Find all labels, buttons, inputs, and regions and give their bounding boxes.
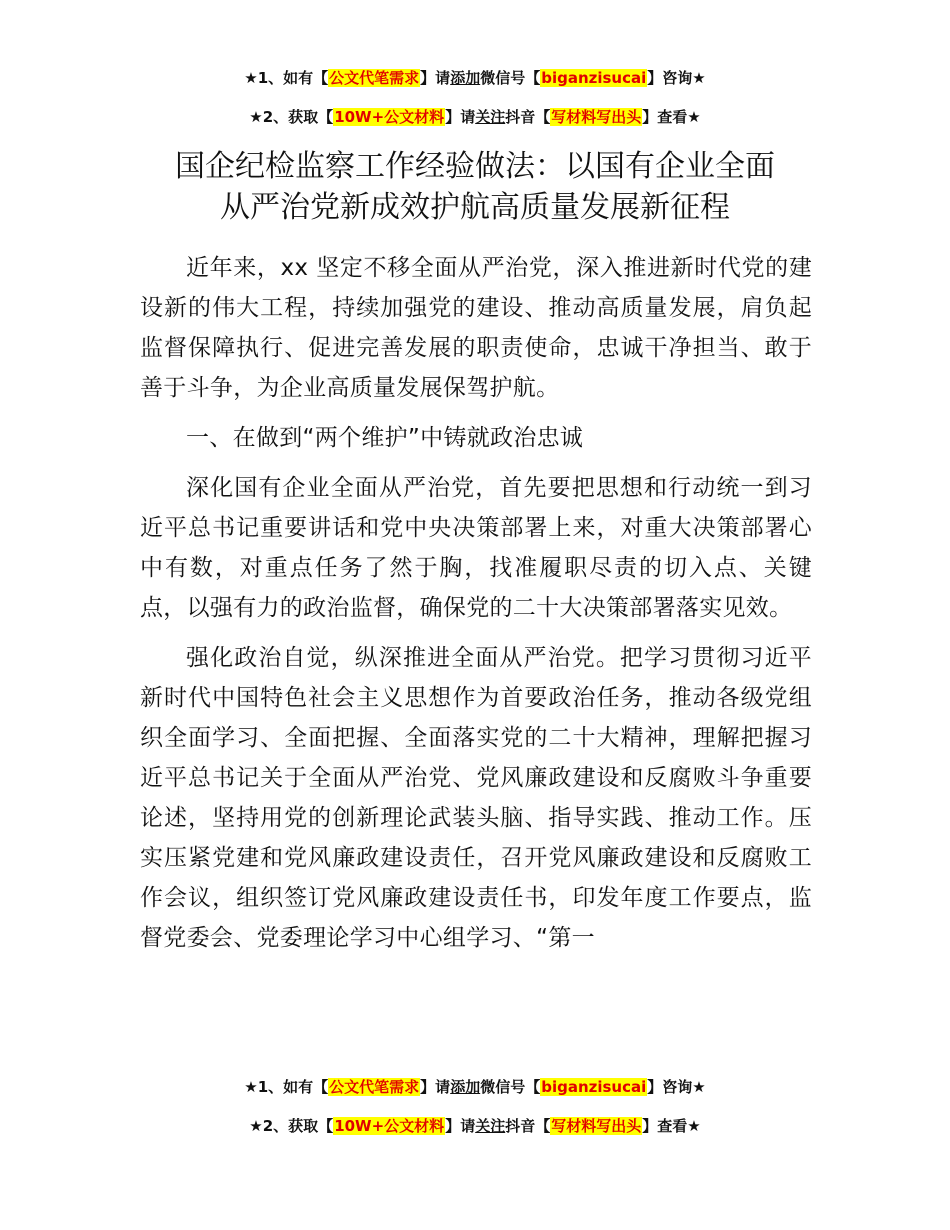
promo-text: 】咨询★ xyxy=(647,69,706,87)
body-paragraph-intro: 近年来，xx 坚定不移全面从严治党，深入推进新时代党的建设新的伟大工程，持续加强党的建设、推动高质量发展，肩负起监督保障执行、促进完善发展的职责使命，忠诚干净担当、敢于善于斗争，为企业高质量发展保驾护航。 xyxy=(140,255,812,401)
body-paragraph: 深化国有企业全面从严治党，首先要把思想和行动统一到习近平总书记重要讲话和党中央决策部署上来，对重大决策部署心中有数，对重点任务了然于胸，找准履职尽责的切入点、关键点，以强有力的政治监督，确保党的二十大决策部署落实见效。 xyxy=(140,475,812,621)
promo-text: 微信号【 xyxy=(480,1078,541,1096)
promo-text: ★1、如有【 xyxy=(244,69,329,87)
promo-text: ★2、获取【 xyxy=(249,108,334,126)
promo-highlight: 公文代笔需求 xyxy=(329,69,420,87)
promo-underlined: 关注 xyxy=(475,108,506,126)
body-paragraph: 强化政治自觉，纵深推进全面从严治党。把学习贯彻习近平新时代中国特色社会主义思想作为首要政治任务，推动各级党组织全面学习、全面把握、全面落实党的二十大精神，理解把握习近平总书记关于全面从严治党、党风廉政建设和反腐败斗争重要论述，坚持用党的创新理论武装头脑、指导实践、推动工作。压实压紧党建和党风廉政建设责任，召开党风廉政建设和反腐败工作会议，组织签订党风廉政建设责任书，印发年度工作要点，监督党委会、党委理论学习中心组学习、“第一 xyxy=(140,645,812,951)
promo-text: 】请 xyxy=(420,1078,451,1096)
document-title xyxy=(0,146,950,228)
promo-text: ★2、获取【 xyxy=(249,1117,334,1135)
promo-text: 】查看★ xyxy=(642,1117,701,1135)
promo-highlight: 公文代笔需求 xyxy=(329,1078,420,1096)
promo-underlined: 关注 xyxy=(475,1117,506,1135)
document-title-line-2: 从严治党新成效护航高质量发展新征程 xyxy=(220,190,730,225)
promo-text: 】请 xyxy=(420,69,451,87)
promo-line-bottom-2 xyxy=(0,1115,950,1137)
promo-douyin-account: 写材料写出头 xyxy=(551,1117,642,1135)
section-heading-1: 一、在做到“两个维护”中铸就政治忠诚 xyxy=(186,425,584,451)
promo-text: 微信号【 xyxy=(480,69,541,87)
promo-text: ★1、如有【 xyxy=(244,1078,329,1096)
promo-line-top-2 xyxy=(0,106,950,128)
promo-line-top-1 xyxy=(0,67,950,89)
promo-wechat-id: biganzisucai xyxy=(541,69,647,87)
document-title-line-1: 国企纪检监察工作经验做法：以国有企业全面 xyxy=(175,149,775,184)
promo-text: 】请 xyxy=(445,1117,476,1135)
document-body xyxy=(140,248,812,968)
promo-douyin-account: 写材料写出头 xyxy=(551,108,642,126)
promo-text: 】请 xyxy=(445,108,476,126)
promo-text: 】咨询★ xyxy=(647,1078,706,1096)
promo-highlight: 10W+公文材料 xyxy=(334,1117,445,1135)
promo-text: 抖音【 xyxy=(505,108,551,126)
promo-line-bottom-1 xyxy=(0,1076,950,1098)
promo-underlined: 添加 xyxy=(450,69,481,87)
promo-highlight: 10W+公文材料 xyxy=(334,108,445,126)
promo-underlined: 添加 xyxy=(450,1078,481,1096)
promo-wechat-id: biganzisucai xyxy=(541,1078,647,1096)
promo-text: 】查看★ xyxy=(642,108,701,126)
promo-text: 抖音【 xyxy=(505,1117,551,1135)
